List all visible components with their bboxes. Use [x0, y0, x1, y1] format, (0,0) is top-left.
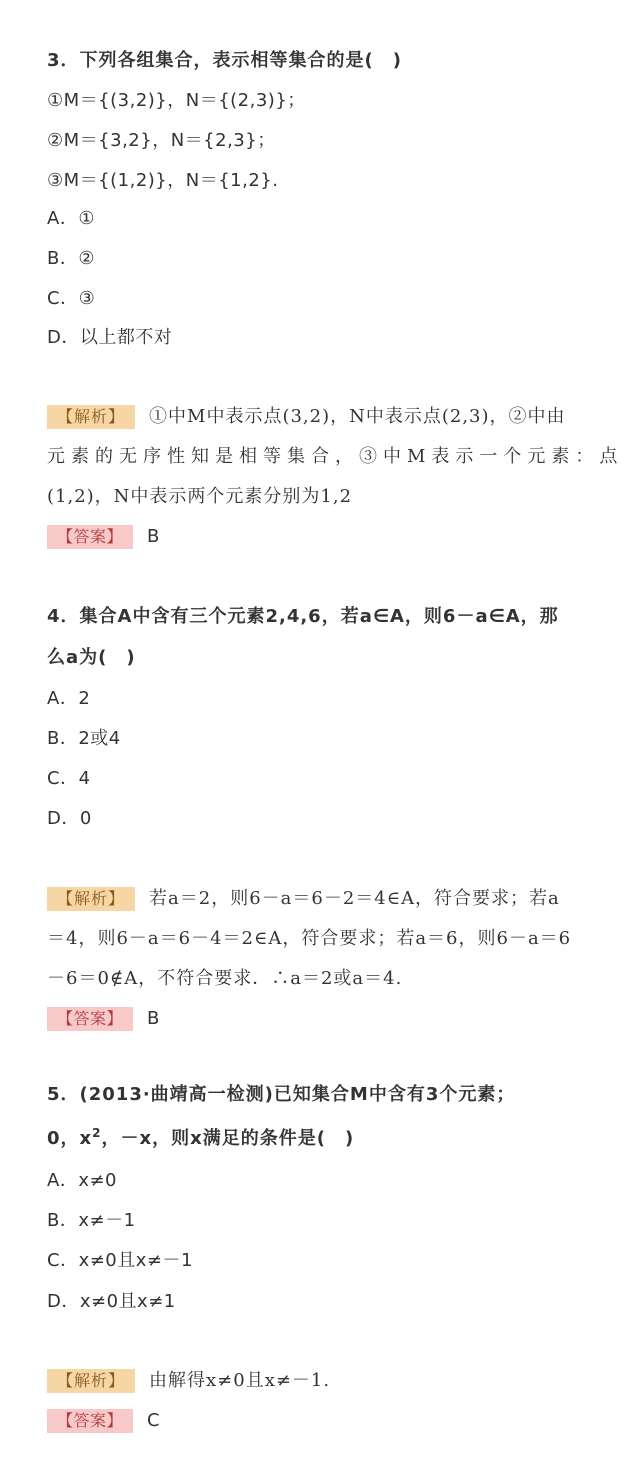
q5-analysis-text: 由解得x≠0且x≠－1. — [149, 1370, 331, 1391]
answer-tag: 【答案】 — [47, 1409, 133, 1433]
q4-option-c: C．4 — [47, 768, 91, 789]
q5-option-c: C．x≠0且x≠－1 — [47, 1250, 193, 1271]
q5-title-sup: 2 — [92, 1126, 102, 1140]
q3-title: 3．下列各组集合，表示相等集合的是( ) — [47, 50, 402, 71]
q4-analysis-text-1: 若a＝2，则6－a＝6－2＝4∈A，符合要求；若a — [149, 888, 560, 909]
q4-title-line-2: 么a为( ) — [47, 647, 136, 668]
analysis-tag: 【解析】 — [47, 887, 135, 911]
q5-answer: C — [147, 1410, 161, 1431]
q3-analysis-line-1 — [47, 404, 566, 430]
q4-title-line-1: 4．集合A中含有三个元素2,4,6，若a∈A，则6－a∈A，那 — [47, 606, 559, 627]
q5-option-d: D．x≠0且x≠1 — [47, 1291, 176, 1312]
q5-answer-line — [47, 1408, 160, 1434]
q3-set-3: ③M＝{(1,2)}，N＝{1,2}. — [47, 170, 279, 191]
q4-answer-line — [47, 1006, 160, 1032]
q4-answer: B — [147, 1008, 160, 1029]
analysis-tag: 【解析】 — [47, 1369, 135, 1393]
q3-analysis-line-2 — [47, 444, 624, 470]
q3-answer: B — [147, 526, 160, 547]
answer-tag: 【答案】 — [47, 525, 133, 549]
q4-analysis-line-1 — [47, 886, 560, 912]
q3-set-2: ②M＝{3,2}，N＝{2,3}； — [47, 130, 276, 151]
q4-option-b: B．2或4 — [47, 728, 121, 749]
q3-set-1: ①M＝{(3,2)}，N＝{(2,3)}； — [47, 90, 306, 111]
q3-option-a: A．① — [47, 208, 95, 229]
q5-title-line-1: 5．(2013·曲靖高一检测)已知集合M中含有3个元素； — [47, 1084, 516, 1105]
q3-analysis-text-1: ①中M中表示点(3,2)，N中表示点(2,3)，②中由 — [149, 406, 566, 427]
answer-tag: 【答案】 — [47, 1007, 133, 1031]
q3-option-c: C．③ — [47, 288, 96, 309]
q5-analysis-line — [47, 1368, 330, 1394]
q3-analysis-line-3: (1,2)，N中表示两个元素分别为1,2 — [47, 486, 353, 507]
q5-option-a: A．x≠0 — [47, 1170, 117, 1191]
q3-answer-line — [47, 524, 160, 550]
q4-option-d: D．0 — [47, 808, 92, 829]
q3-option-b: B．② — [47, 248, 95, 269]
q4-option-a: A．2 — [47, 688, 91, 709]
q3-analysis-text-2: 元素的无序性知是相等集合，③中M表示一个元素：点 — [47, 446, 624, 467]
q3-option-d: D．以上都不对 — [47, 327, 173, 348]
analysis-tag: 【解析】 — [47, 405, 135, 429]
q5-title-pre: 0，x — [47, 1128, 93, 1149]
q4-analysis-line-3: －6＝0∉A，不符合要求．∴a＝2或a＝4. — [47, 968, 403, 989]
q4-analysis-line-2: ＝4，则6－a＝6－4＝2∈A，符合要求；若a＝6，则6－a＝6 — [47, 928, 572, 949]
q5-title-post: ，－x，则x满足的条件是( ) — [101, 1128, 355, 1149]
q5-option-b: B．x≠－1 — [47, 1210, 136, 1231]
q5-title-line-2 — [47, 1126, 354, 1152]
